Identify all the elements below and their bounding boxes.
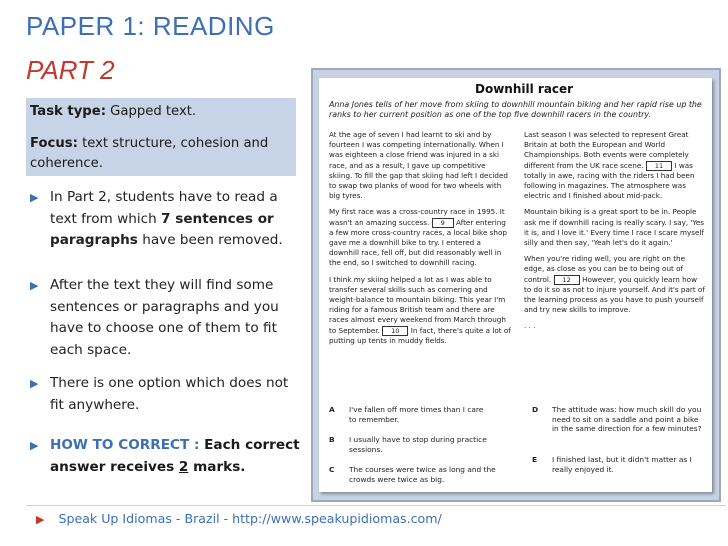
paragraph: Last season I was selected to represent Great Britain at both the European and World Championships. Both events were completely different from the UK race scene. 11 I was totally in awe, racing with the riders I had been following in magazines. The atmosphere was electric and I finished about mid-pack.: [524, 130, 695, 201]
slide-title: PAPER 1: READING: [26, 11, 275, 41]
worksheet-heading: Downhill racer: [475, 82, 574, 96]
paragraph: . . .: [524, 321, 536, 331]
gap-box: 11: [646, 161, 672, 171]
paragraph: My first race was a cross-country race in 1995. It wasn't an amazing success. 9 After entering a few more cross-country races, a local bike shop gave me a downhill bike to try. I entered a downhill race, fell off, but did reasonably well in the end, so I switched to downhill racing.: [329, 207, 507, 268]
footer-text[interactable]: Speak Up Idiomas - Brazil - http://www.speakupidiomas.com/: [58, 511, 442, 526]
slide-subtitle: PART 2: [26, 55, 115, 85]
text-column-right: [524, 130, 706, 338]
gap-box: 10: [382, 326, 408, 336]
task-type: Task type: Gapped text.: [30, 104, 197, 119]
paragraph: At the age of seven I had learnt to ski and by fourteen I was competing internationally. When I was eighteen a close friend was injured in a ski race, and as a result, I gave up competitive skiing. To fill the gap that skiing had left I decided to swap two planks of wood for two wheels with big tyres.: [329, 130, 508, 201]
paragraph: When you're riding well, you are right on the edge, as close as you can be to being out of control. 12 However, you quickly learn how to do it so as not to injure yourself. And it's part of the learning process as you have to push yourself and try new skills to improve.: [524, 254, 705, 315]
text-column-left: [329, 130, 511, 352]
arrow-icon: ▶: [36, 513, 45, 526]
gap-box: 9: [432, 218, 454, 228]
paragraph: Mountain biking is a great sport to be in. People ask me if downhill racing is really scary. I say, 'Yes it is, and I love it.' Every time I race I scare myself silly and then say, 'Yeah let's do it again.': [524, 207, 705, 248]
arrow-icon: ▶: [30, 439, 39, 452]
footer: [36, 511, 442, 526]
arrow-icon: ▶: [30, 377, 39, 390]
task-info-box: [26, 98, 296, 176]
arrow-icon: ▶: [30, 191, 39, 204]
worksheet-page: Downhill racer Anna Jones tells of her move from skiing to downhill mountain biking and her rapid rise up the ranks to her current position as one of the top five downhill racers in the country. At the age of seven I had learnt to ski and by fourteen I was competing internationally. When I was eighteen a close friend was injured in a ski race, and as a result, I gave up competitive skiing. To fill the gap that skiing had left I decided to swap two planks of wood for two wheels with big tyres. My first race was a cross-country race in 1995. It wasn't an amazing success. 9 After entering a few more cross-country races, a local bike shop gave me a downhill bike to try. I entered a downhill race, fell off, but did reasonably well in the end, so I switched to downhill racing. I think my skiing helped a lot as I was able to transfer several skills such as cornering and weight-balance to mountain biking. This year I'm riding for a famous British team and there are races almost every weekend from March through to September. 10 In fact, there's quite a lot of putting up tents in muddy fields. Last season I was selected to represent Great Britain at both the European and World Championships. Both events were completely different from the UK race scene. 11 I was totally in awe, racing with the riders I had been following in magazines. The atmosphere was electric and I finished about mid-pack. Mountain biking is a great sport to be in. People ask me if downhill racing is really scary. I say, 'Yes it is, and I love it.' Every time I race I scare myself silly and then say, 'Yeah let's do it again.' When you're riding well, you are right on the edge, as close as you can be to being out of control. 12 However, you quickly learn how to do it so as not to injure yourself. And it's part of the learning process as you have to push yourself and try new skills to improve. . . . A I've fallen off more times than I care to remember. B I usually have to stop during practice sessions. C The courses were twice as long and the crowds were twice as big. D The attitude was: how much skill do you need to sit on a saddle and point a bike in the same direction for a few minutes? E I finished last, but it didn't matter as I really enjoyed it.: [319, 78, 712, 492]
task-focus: Focus: text structure, cohesion and coherence.: [30, 136, 269, 171]
paragraph: I think my skiing helped a lot as I was able to transfer several skills such as cornering and weight-balance to mountain biking. This year I'm riding for a famous British team and there are races almost every weekend from March through to September. 10 In fact, there's quite a lot of putting up tents in muddy fields.: [329, 274, 511, 345]
arrow-icon: ▶: [30, 279, 39, 292]
footer-divider: [26, 505, 726, 506]
worksheet-intro: Anna Jones tells of her move from skiing to downhill mountain biking and her rapid rise up the ranks to her current position as one of the top five downhill racers in the country.: [329, 100, 702, 119]
gap-box: 12: [554, 275, 580, 285]
worksheet-frame: [311, 68, 721, 502]
